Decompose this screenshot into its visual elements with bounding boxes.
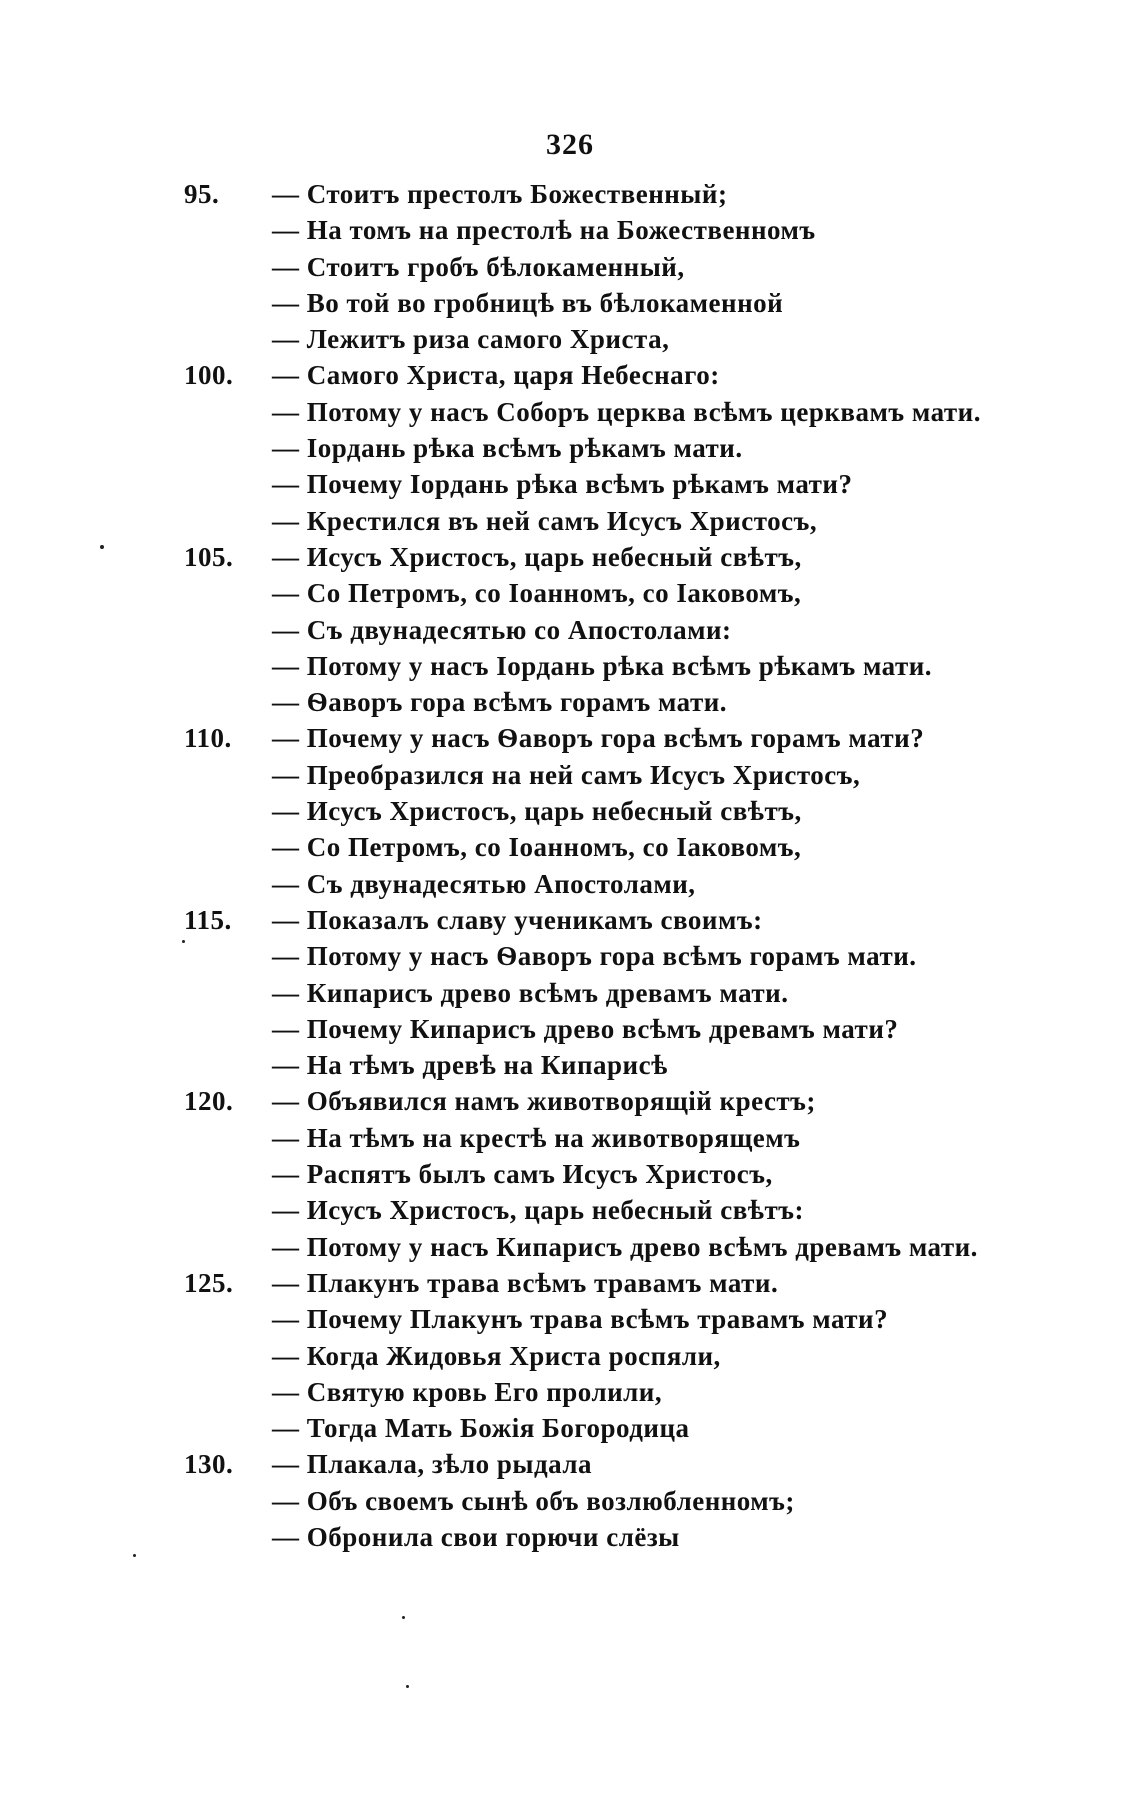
verse-text: — Когда Жидовья Христа роспяли, — [272, 1340, 721, 1371]
verse-text: — Почему Плакунъ трава всѣмъ травамъ мати? — [272, 1304, 889, 1335]
verse-number: 110. — [184, 723, 232, 754]
verse-text: — На тѣмъ на крестѣ на животворящемъ — [272, 1122, 801, 1153]
verse-text: — Исусъ Христосъ, царь небесный свѣтъ, — [272, 541, 802, 572]
verse-text: — Преобразился на ней самъ Исусъ Христосъ, — [272, 759, 861, 790]
verse-line — [180, 575, 1060, 611]
verse-line — [180, 1265, 1060, 1301]
verse-text: — Стоитъ гробъ бѣлокаменный, — [272, 251, 685, 282]
verse-line — [180, 975, 1060, 1011]
verse-line — [180, 684, 1060, 720]
verse-line — [180, 1156, 1060, 1192]
verse-number: 100. — [184, 360, 234, 391]
verse-text: — Потому у насъ Ѳаворъ гора всѣмъ горамъ мати. — [272, 941, 917, 972]
verse-line — [180, 1338, 1060, 1374]
print-speck — [133, 1554, 136, 1557]
verse-text: — Крестился въ ней самъ Исусъ Христосъ, — [272, 505, 818, 536]
verse-text: — Во той во гробницѣ въ бѣлокаменной — [272, 287, 784, 318]
verse-line — [180, 938, 1060, 974]
verse-line — [180, 249, 1060, 285]
verse-text: — Іордань рѣка всѣмъ рѣкамъ мати. — [272, 433, 743, 464]
verse-line — [180, 212, 1060, 248]
verse-line — [180, 466, 1060, 502]
verse-number: 125. — [184, 1267, 234, 1298]
print-speck — [402, 1616, 405, 1619]
verse-text: — На томъ на престолѣ на Божественномъ — [272, 215, 816, 246]
verse-text: — Обронила свои горючи слёзы — [272, 1521, 680, 1552]
verse-line — [180, 1120, 1060, 1156]
verse-text: — Со Петромъ, со Іоанномъ, со Іаковомъ, — [272, 832, 802, 863]
verse-block — [180, 176, 1060, 1555]
verse-line — [180, 1083, 1060, 1119]
verse-text: — Съ двунадесятью со Апостолами: — [272, 614, 732, 645]
verse-line — [180, 1374, 1060, 1410]
verse-line — [180, 1192, 1060, 1228]
verse-line — [180, 1446, 1060, 1482]
verse-text: — Показалъ славу ученикамъ своимъ: — [272, 904, 763, 935]
verse-text: — Потому у насъ Кипарисъ древо всѣмъ древамъ мати. — [272, 1231, 978, 1262]
verse-line — [180, 1483, 1060, 1519]
verse-text: — Потому у насъ Соборъ церква всѣмъ церквамъ мати. — [272, 396, 981, 427]
verse-line — [180, 503, 1060, 539]
verse-line — [180, 176, 1060, 212]
verse-number: 105. — [184, 541, 234, 572]
verse-text: — Лежитъ риза самого Христа, — [272, 324, 670, 355]
verse-text: — На тѣмъ древѣ на Кипарисѣ — [272, 1050, 668, 1081]
verse-text: — Распятъ былъ самъ Исусъ Христосъ, — [272, 1159, 773, 1190]
verse-number: 95. — [184, 179, 220, 209]
print-speck — [406, 1685, 409, 1688]
verse-line — [180, 866, 1060, 902]
verse-line — [180, 285, 1060, 321]
verse-text: — Ѳаворъ гора всѣмъ горамъ мати. — [272, 687, 728, 718]
verse-text: — Тогда Мать Божія Богородица — [272, 1413, 690, 1444]
verse-number: 120. — [184, 1086, 234, 1117]
verse-text: — Почему Кипарисъ древо всѣмъ древамъ мати? — [272, 1013, 899, 1044]
verse-line — [180, 1519, 1060, 1555]
verse-line — [180, 1011, 1060, 1047]
verse-line — [180, 612, 1060, 648]
verse-line — [180, 1047, 1060, 1083]
verse-text: — Святую кровь Его пролили, — [272, 1376, 663, 1407]
verse-text: — Исусъ Христосъ, царь небесный свѣтъ, — [272, 796, 802, 827]
verse-line — [180, 321, 1060, 357]
verse-text: — Почему Іордань рѣка всѣмъ рѣкамъ мати? — [272, 469, 853, 500]
verse-line — [180, 793, 1060, 829]
verse-line — [180, 829, 1060, 865]
verse-line — [180, 902, 1060, 938]
verse-text: — Съ двунадесятью Апостолами, — [272, 868, 696, 899]
verse-text: — Исусъ Христосъ, царь небесный свѣтъ: — [272, 1195, 804, 1226]
verse-line — [180, 539, 1060, 575]
verse-text: — Самого Христа, царя Небеснаго: — [272, 360, 720, 391]
verse-text: — Плакунъ трава всѣмъ травамъ мати. — [272, 1267, 779, 1298]
verse-line — [180, 357, 1060, 393]
verse-number: 115. — [184, 904, 232, 935]
print-speck — [100, 545, 104, 549]
print-speck — [182, 940, 185, 943]
verse-text: — Плакала, зѣло рыдала — [272, 1449, 593, 1480]
verse-number: 130. — [184, 1449, 234, 1480]
verse-line — [180, 757, 1060, 793]
verse-line — [180, 394, 1060, 430]
verse-line — [180, 648, 1060, 684]
verse-line — [180, 430, 1060, 466]
verse-text: — Потому у насъ Іордань рѣка всѣмъ рѣкамъ мати. — [272, 650, 933, 681]
verse-text: — Стоитъ престолъ Божественный; — [272, 179, 728, 209]
verse-text: — Со Петромъ, со Іоанномъ, со Іаковомъ, — [272, 578, 802, 609]
verse-line — [180, 1301, 1060, 1337]
verse-line — [180, 720, 1060, 756]
verse-text: — Кипарисъ древо всѣмъ древамъ мати. — [272, 977, 789, 1008]
verse-text: — Объявился намъ животворящій крестъ; — [272, 1086, 816, 1117]
verse-line — [180, 1410, 1060, 1446]
verse-line — [180, 1229, 1060, 1265]
verse-text: — Объ своемъ сынѣ объ возлюбленномъ; — [272, 1485, 795, 1516]
verse-text: — Почему у насъ Ѳаворъ гора всѣмъ горамъ мати? — [272, 723, 925, 754]
page-number: 326 — [546, 128, 594, 161]
